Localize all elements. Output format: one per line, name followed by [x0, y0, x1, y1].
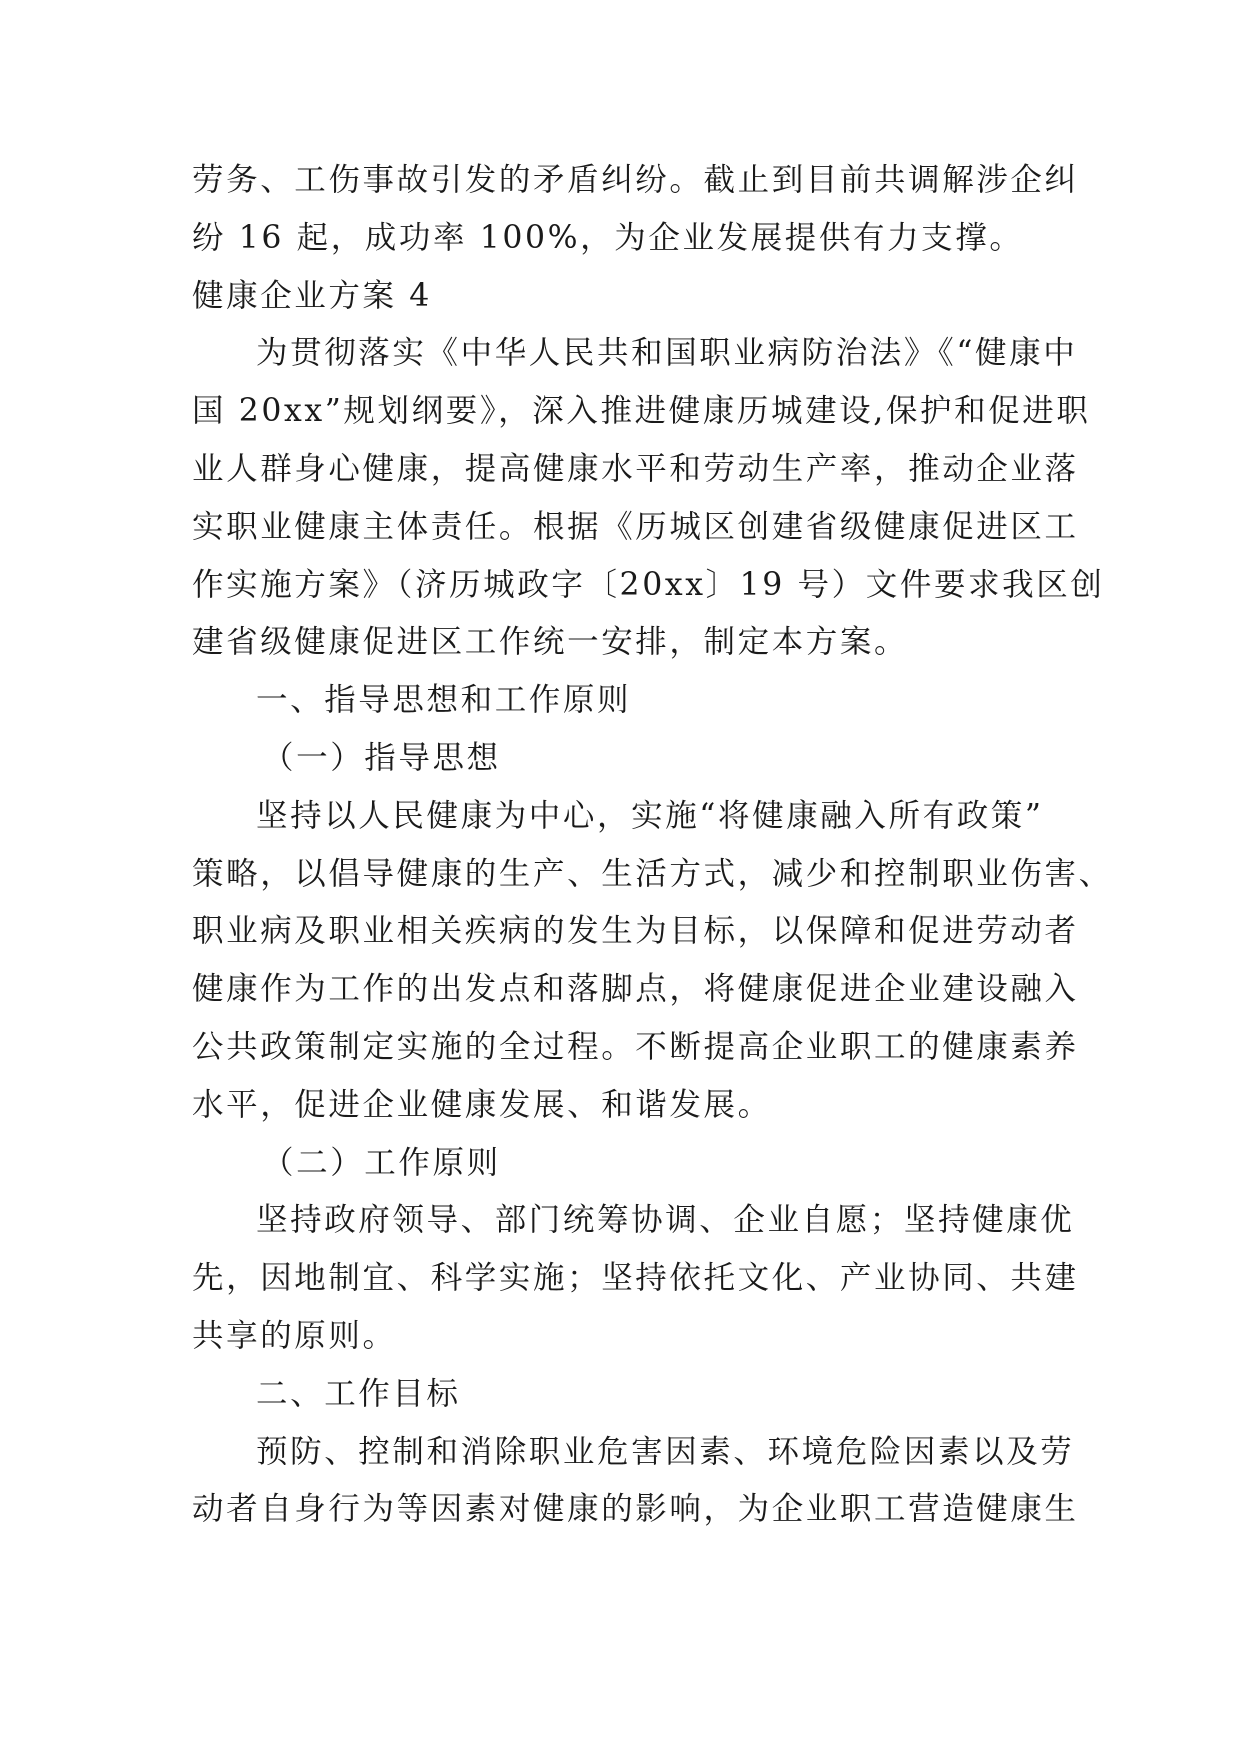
text-line: 纷 16 起，成功率 100%，为企业发展提供有力支撑。 — [192, 219, 1024, 256]
document-body — [192, 152, 1113, 1539]
text-line: 作实施方案》（济历城政字〔20xx〕19 号）文件要求我区创 — [192, 566, 1105, 603]
text-line: 健康作为工作的出发点和落脚点，将健康促进企业建设融入 — [192, 971, 1079, 1008]
text-line: 先，因地制宜、科学实施；坚持依托文化、产业协同、共建 — [192, 1260, 1079, 1297]
text-line: 劳务、工伤事故引发的矛盾纠纷。截止到目前共调解涉企纠 — [192, 162, 1079, 198]
text-line: 国 20xx”规划纲要》，深入推进健康历城建设,保护和促进职 — [192, 393, 1091, 430]
heading-level-1: 二、工作目标 — [256, 1375, 461, 1412]
text-line: 策略，以倡导健康的生产、生活方式，减少和控制职业伤害、 — [192, 855, 1113, 892]
text-line: 动者自身行为等因素对健康的影响，为企业职工营造健康生 — [192, 1491, 1079, 1528]
heading-level-2: （一）指导思想 — [262, 739, 501, 776]
paragraph-start: 为贯彻落实《中华人民共和国职业病防治法》《“健康中 — [256, 335, 1078, 372]
text-line: 共享的原则。 — [192, 1317, 397, 1354]
heading-level-2: （二）工作原则 — [262, 1144, 501, 1181]
text-line: 业人群身心健康，提高健康水平和劳动生产率，推动企业落 — [192, 450, 1079, 487]
text-line: 公共政策制定实施的全过程。不断提高企业职工的健康素养 — [192, 1028, 1079, 1065]
text-line: 水平，促进企业健康发展、和谐发展。 — [192, 1086, 772, 1123]
paragraph-start: 坚持政府领导、部门统筹协调、企业自愿；坚持健康优 — [256, 1202, 1075, 1239]
heading-level-1: 一、指导思想和工作原则 — [256, 682, 632, 719]
text-line: 实职业健康主体责任。根据《历城区创建省级健康促进区工 — [192, 508, 1079, 545]
paragraph-start: 预防、控制和消除职业危害因素、环境危险因素以及劳 — [256, 1433, 1075, 1470]
text-line: 建省级健康促进区工作统一安排，制定本方案。 — [192, 624, 909, 661]
text-line: 职业病及职业相关疾病的发生为目标，以保障和促进劳动者 — [192, 913, 1079, 950]
section-title: 健康企业方案 4 — [192, 277, 432, 314]
paragraph-start: 坚持以人民健康为中心，实施“将健康融入所有政策” — [256, 797, 1044, 834]
